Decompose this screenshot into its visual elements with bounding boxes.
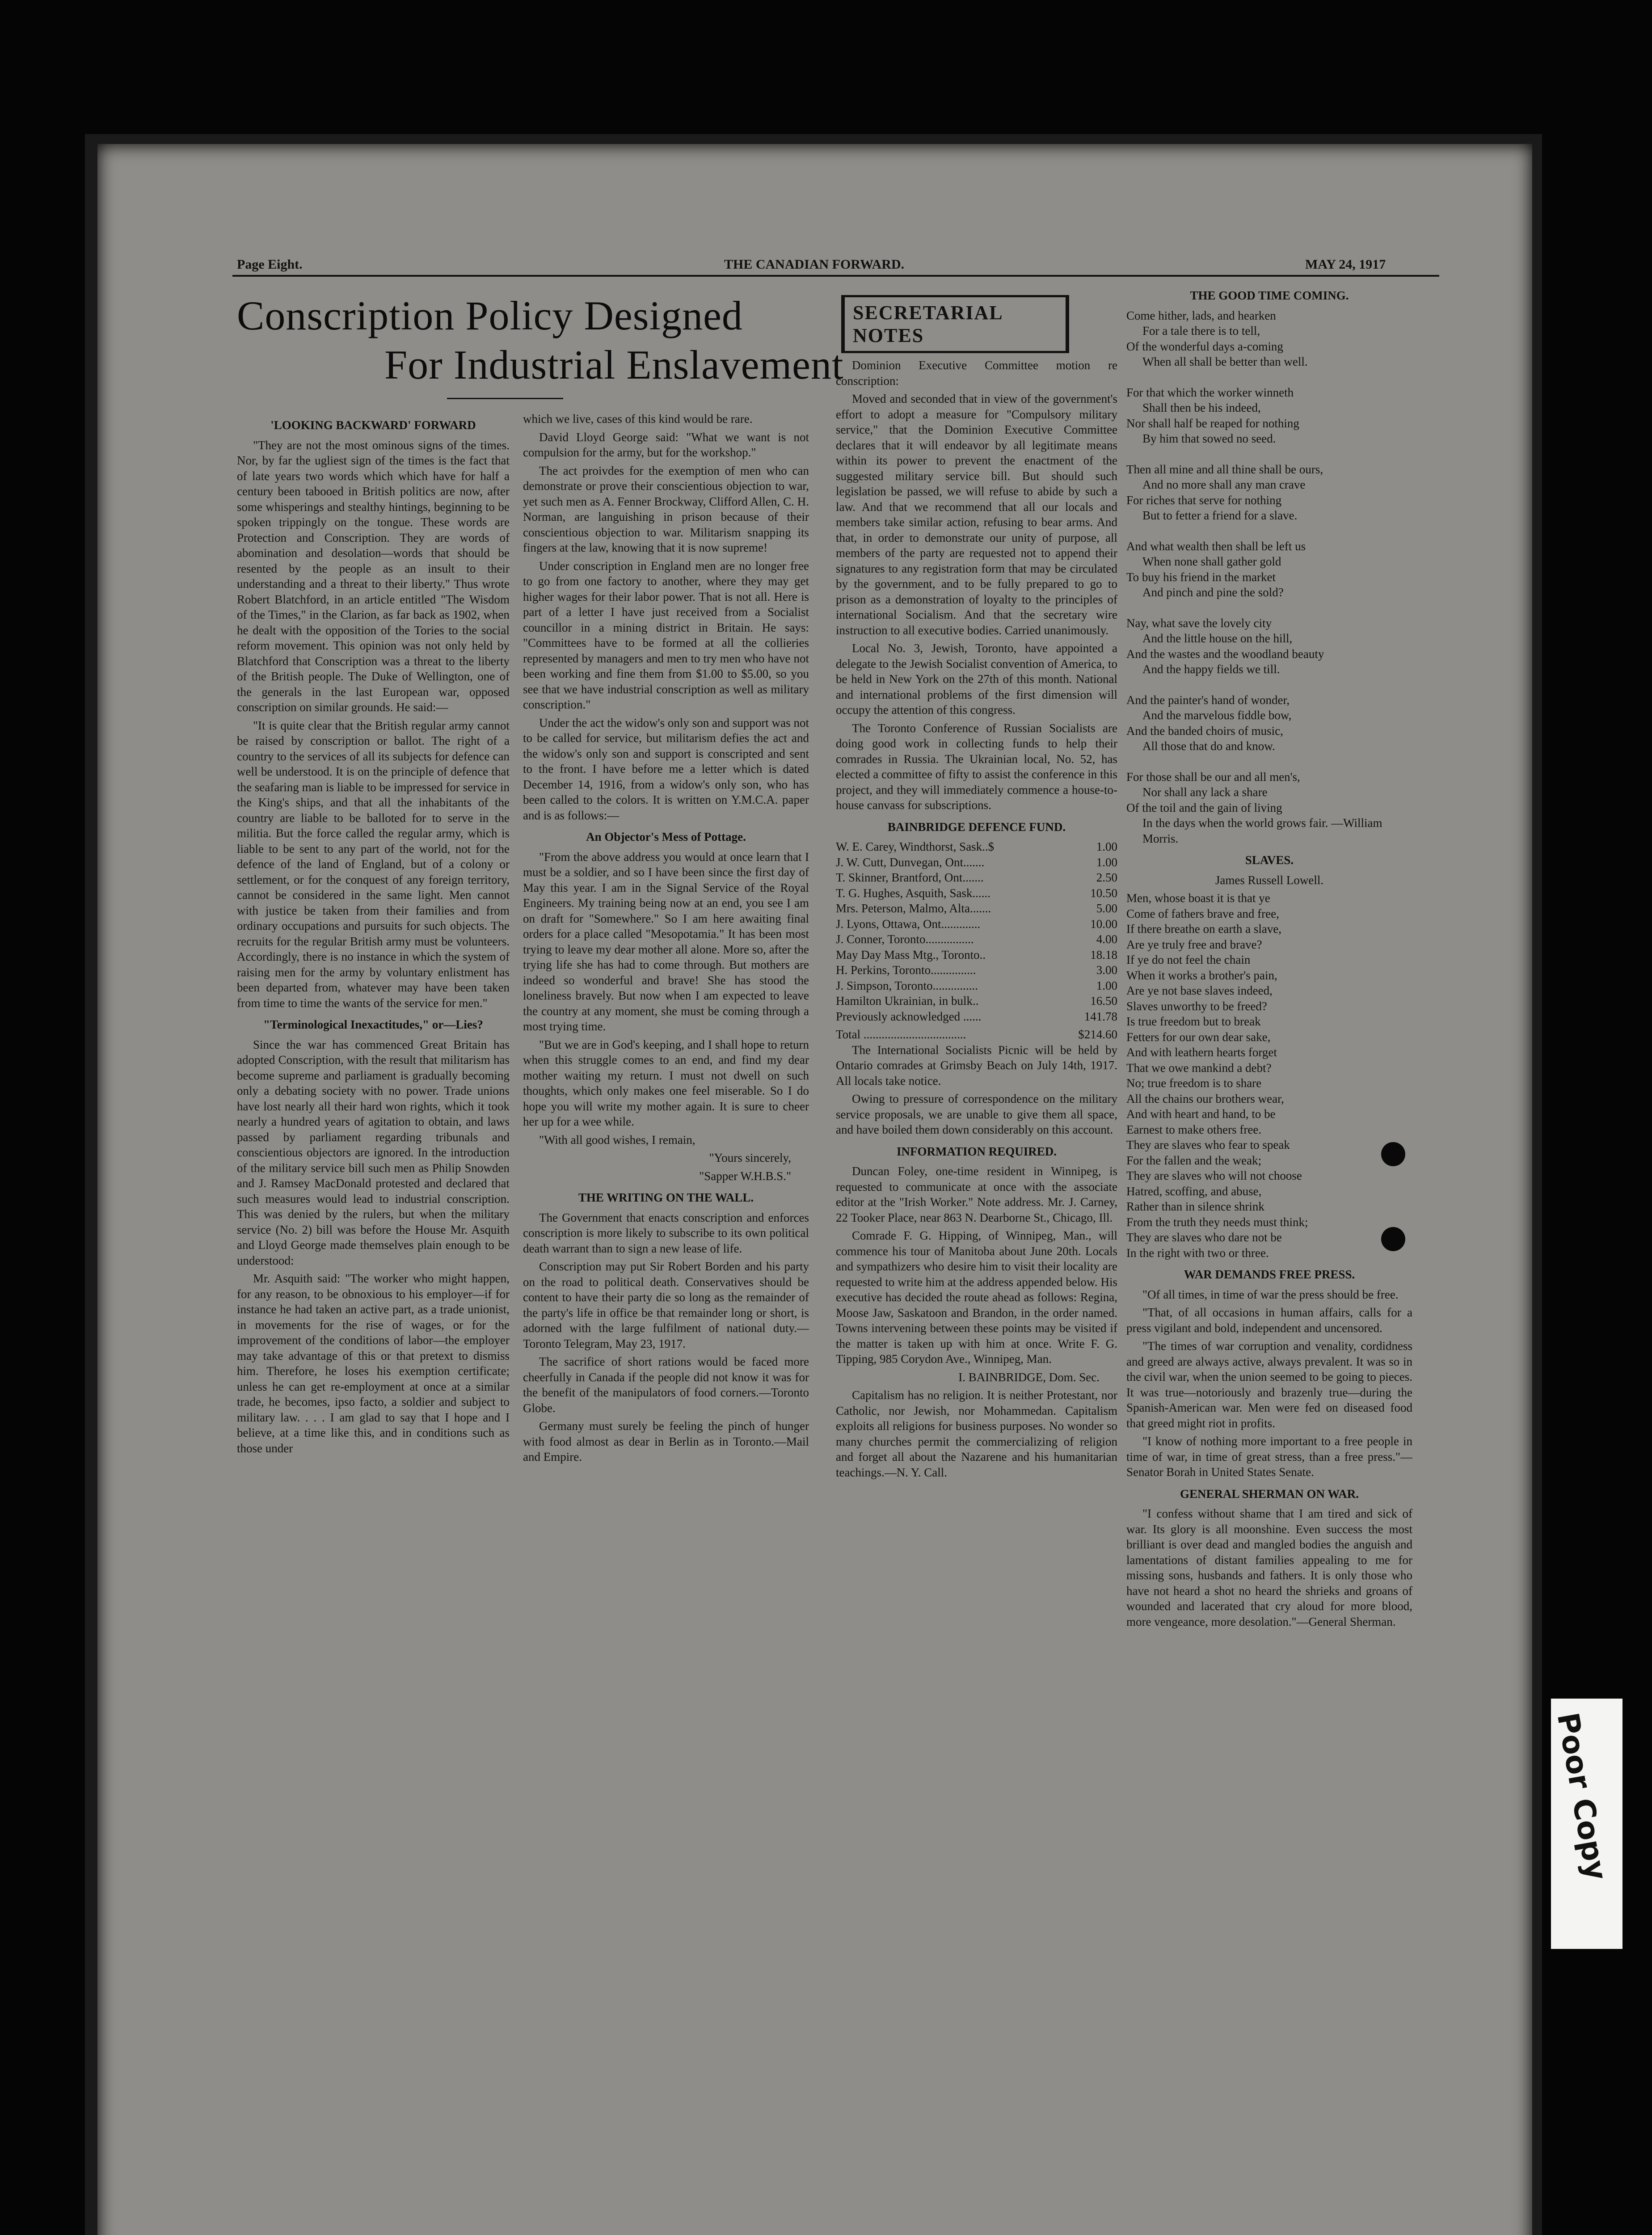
fund-row <box>836 886 1117 901</box>
poem-line: No; true freedom is to share <box>1126 1076 1262 1090</box>
poem-line: Nor shall any lack a share <box>1142 785 1268 799</box>
page-number: Page Eight. <box>237 257 303 272</box>
poem-line: In the days when the world grows fair. —William Morris. <box>1142 816 1382 845</box>
poem-line: They are slaves who will not choose <box>1126 1169 1302 1182</box>
sherman-para: "I confess without shame that I am tired and sick of war. Its glory is all moonshine. Even success the most brilliant is over dead and mangled bodies the anguish and lamentations of distant families appealing to me for missing sons, husbands and fathers. It is only those who have not heard a shot no heard the shrieks and groans of wounded and lacerated that cry aloud for more blood, more vengeance, more desolation."—General Sherman. <box>1126 1507 1412 1628</box>
fund-row <box>836 901 1117 916</box>
poem-line: If there breathe on earth a slave, <box>1126 922 1282 936</box>
fund-amount: 4.00 <box>1096 932 1117 946</box>
press-para: "I know of nothing more important to a free people in time of war, in time of great stress, than a free press."—Senator Borah in United States Senate. <box>1126 1434 1412 1479</box>
fund-donor: J. Conner, Toronto................ <box>836 932 974 946</box>
poem-line: All the chains our brothers wear, <box>1126 1092 1284 1105</box>
poem-line: They are slaves who fear to speak <box>1126 1138 1290 1151</box>
secretarial-para: Moved and seconded that in view of the government's effort to adopt a measure for "Compulsory military service," that the Dominion Executive Committee declares that it will endeavor by all legitimate means within its power to prevent the enactment of the suggested military service bill. But should such legislation be passed, we will refuse to abide by such a law. And that we recommend that all our locals and members take similar action, refusing to bear arms. And that, in order to demonstrate our unity of purpose, all members of the party are requested not to append their signatures to any registration form that may be circulated by the government, and to be fully prepared to go to prison as a demonstration of loyalty to the principles of international Socialism. And that the secretary wire instruction to all executive bodies. Carried unanimously. <box>836 392 1117 637</box>
poem-line: Hatred, scoffing, and abuse, <box>1126 1184 1262 1198</box>
poem-line <box>1126 677 1412 692</box>
paper-name: THE CANADIAN FORWARD. <box>724 257 905 272</box>
fund-donor: May Day Mass Mtg., Toronto.. <box>836 948 986 961</box>
lead-para: Under the act the widow's only son and support was not to be called for service, but militarism defies the act and the widow's only son and support is conscripted and sent to the front. I have before me a letter which is dated December 14, 1916, from a widow's only son, who has been called to the colors. It is written on Y.M.C.A. paper and is as follows:— <box>523 716 809 822</box>
poem-line <box>1126 370 1412 385</box>
lead-heading: 'LOOKING BACKWARD' FORWARD <box>270 418 476 432</box>
poem-line <box>1126 600 1412 616</box>
fund-total-label: Total .................................. <box>836 1028 966 1041</box>
wall-heading: THE WRITING ON THE WALL. <box>578 1191 754 1204</box>
poem-line <box>1126 523 1412 539</box>
poem-line: Fetters for our own dear sake, <box>1126 1030 1271 1044</box>
lead-para: The act proivdes for the exemption of men who can demonstrate or prove their conscientious objection to war, yet such men as A. Fenner Brockway, Clifford Allen, C. H. Norman, are languishing in prison because of their conscientious objection to war. Militarism snapping its fingers at the law, knowing that it is now supreme! <box>523 464 809 554</box>
capitalism-para: Capitalism has no religion. It is neither Protestant, nor Catholic, nor Jewish, nor Mohammedan. Capitalism exploits all religions for business purposes. No wonder so many churches permit the commercializing of religion and forget all about the Nazarene and his humanitarian teachings.—N. Y. Call. <box>836 1388 1117 1479</box>
secretarial-para: The Toronto Conference of Russian Socialists are doing good work in collecting funds to help their comrades in Russia. The Ukrainian local, No. 52, has elected a committee of fifty to assist the conference in this project, and they will immediately commence a house-to-house canvass for subscriptions. <box>836 721 1117 812</box>
poem-line: Men, whose boast it is that ye <box>1126 891 1270 905</box>
poem-line: Come hither, lads, and hearken <box>1126 308 1276 322</box>
poem-line: Then all mine and all thine shall be ours, <box>1126 462 1323 476</box>
secretarial-para: Owing to pressure of correspondence on the military service proposals, we are unable to give them all space, and have boiled them down considerably on this account. <box>836 1092 1117 1136</box>
secretarial-para: Comrade F. G. Hipping, of Winnipeg, Man., will commence his tour of Manitoba about June 20th. Locals and sympathizers who desire him to visit their locality are requested to write him at the address appended below. His executive has decided the route ahead as follows: Regina, Moose Jaw, Saskatoon and Brandon, in the order named. Towns intervening between these points may be visited if the matter is taken up with him at once. Write F. G. Tipping, 985 Corydon Ave., Winnipeg, Man. <box>836 1229 1117 1366</box>
poor-copy-text: Poor Copy <box>1550 1710 1614 1883</box>
fund-amount: 141.78 <box>1084 1009 1117 1023</box>
fund-donor: J. Lyons, Ottawa, Ont............. <box>836 917 981 931</box>
lead-para: "It is quite clear that the British regular army cannot be raised by conscription or ballot. The right of a country to the services of all its subjects for defence can well be understood. It is on the principle of defence that the seafaring man is liable to be impressed for service in the King's ships, and that all the inhabitants of the country are liable to be balloted for to serve in the militia. But the force called the regular army, which is liable to be sent to any part of the world, not for the defence of the land of England, but of a colony or settlement, or for the conquest of any foreign territory, cannot be considered in the same light. Men cannot with justice be taken from their families and from ordinary occupations and pursuits for such objects. The recruits for the regular British army must be volunteers. Accordingly, there is no instance in which the system of raising men for the army by voluntary enlistment has been departed from, whatever may have been taken from time to time the wants of the service for men." <box>237 718 510 1010</box>
poem-line: From the truth they needs must think; <box>1126 1215 1308 1229</box>
slaves-heading: SLAVES. <box>1245 853 1294 867</box>
poem-line: Nay, what save the lovely city <box>1126 616 1272 630</box>
poem-line: For those shall be our and all men's, <box>1126 770 1300 784</box>
fund-row <box>836 839 1117 855</box>
fund-row <box>836 962 1117 978</box>
poem-line: Is true freedom but to break <box>1126 1015 1261 1028</box>
press-para: "Of all times, in time of war the press should be free. <box>1142 1287 1399 1301</box>
fund-row <box>836 1009 1117 1025</box>
poem-line <box>1126 447 1412 462</box>
poem-line: They are slaves who dare not be <box>1126 1231 1282 1244</box>
poem-line: All those that do and know. <box>1142 739 1275 753</box>
fund-total-row <box>836 1027 1117 1042</box>
lead-para: Under conscription in England men are no longer free to go from one factory to another, where they may get higher wages for their labor power. That is not all. Here is part of a letter I have just received from a Socialist councillor in a mining district in Britain. He says: "Committees have to be formed at all the collieries represented by managers and men to try men who have not been working and fine them from $1.00 to $5.00, so you see that we have industrial conscription as well as military conscription." <box>523 559 809 711</box>
fund-donor: J. W. Cutt, Dunvegan, Ont....... <box>836 855 985 869</box>
secretarial-para: Dominion Executive Committee motion re conscription: <box>836 358 1117 388</box>
wall-para: The sacrifice of short rations would be faced more cheerfully in Canada if the people did not know it was for the benefit of the manipulators of food corners.—Toronto Globe. <box>523 1355 809 1415</box>
fund-amount: 18.18 <box>1090 948 1117 961</box>
fund-donor: J. Simpson, Toronto............... <box>836 978 978 992</box>
wall-para: Conscription may put Sir Robert Borden and his party on the road to political death. Conservatives should be content to have their party die so long as the remainder of the party's life in office be that remainder long or short, is adorned with the large fulfilment of national duty.—Toronto Telegram, May 23, 1917. <box>523 1260 809 1350</box>
lead-para: Mr. Asquith said: "The worker who might happen, for any reason, to be obnoxious to his employer—if for instance he had taken an active part, as a trade unionist, in movements for the rise of wages, or for the improvement of the conditions of labor—the employer may take advantage of this or that pretext to dismiss him. Therefore, he loses his exemption certificate; unless he can get re-employment at once at a similar trade, he becomes, ipso facto, a soldier and subject to military law. . . . I am glad to say that I hope and I believe, at a time like this, and in conditions such as those under <box>237 1272 510 1455</box>
press-heading: WAR DEMANDS FREE PRESS. <box>1184 1268 1355 1281</box>
secretarial-notes-title: SECRETARIAL NOTES <box>843 295 1067 353</box>
sherman-heading: GENERAL SHERMAN ON WAR. <box>1180 1487 1359 1501</box>
poem-line: Are ye not base slaves indeed, <box>1126 984 1273 997</box>
poem-line: Come of fathers brave and free, <box>1126 907 1279 920</box>
fund-total-amount: $214.60 <box>1078 1028 1117 1041</box>
poem-line: For riches that serve for nothing <box>1126 493 1282 507</box>
fund-donor: Previously acknowledged ...... <box>836 1009 982 1023</box>
lead-para: David Lloyd George said: "What we want is not compulsion for the army, but for the workshop." <box>523 430 809 459</box>
poem-line: For that which the worker winneth <box>1126 385 1294 399</box>
punch-hole <box>1381 1227 1405 1251</box>
letter-para: "With all good wishes, I remain, <box>539 1133 695 1147</box>
poem-line: Rather than in silence shrink <box>1126 1200 1264 1213</box>
poem-line: And the little house on the hill, <box>1142 632 1293 645</box>
secretarial-notes-box <box>841 295 1069 353</box>
poem-line: And the marvelous fiddle bow, <box>1142 708 1292 722</box>
poem-line: If ye do not feel the chain <box>1126 953 1251 966</box>
fund-donor: T. Skinner, Brantford, Ont....... <box>836 871 984 884</box>
poem-line: And the happy fields we till. <box>1142 662 1280 676</box>
fund-donor: Hamilton Ukrainian, in bulk.. <box>836 994 979 1008</box>
fund-amount: 1.00 <box>1096 840 1117 853</box>
right-column <box>1126 282 1412 2070</box>
press-para: "That, of all occasions in human affairs, calls for a press vigilant and bold, independent and uncensored. <box>1126 1306 1412 1335</box>
poem-line: And the painter's hand of wonder, <box>1126 693 1290 707</box>
poem-line: Shall then be his indeed, <box>1142 401 1261 414</box>
poem-line: Of the wonderful days a-coming <box>1126 339 1283 353</box>
secretarial-para: Duncan Foley, one-time resident in Winnipeg, is requested to communicate at once with the associate editor at the "Irish Worker." Note address. Mr. J. Carney, 22 Tooker Place, near 863 N. Dearborne St., Chicago, Ill. <box>836 1164 1117 1224</box>
slaves-poem <box>1126 890 1412 1261</box>
letter-signoff: "Yours sincerely, <box>709 1151 791 1164</box>
poem-line: And no more shall any man crave <box>1142 478 1306 491</box>
wall-para: The Government that enacts conscription and enforces conscription is more likely to subscribe to its own political death warrant than to sign a new lease of life. <box>523 1210 809 1255</box>
poem-line: Nor shall half be reaped for nothing <box>1126 416 1299 430</box>
poem-line: Of the toil and the gain of living <box>1126 801 1282 814</box>
poem-line: Earnest to make others free. <box>1126 1122 1262 1136</box>
fund-list <box>836 839 1117 1024</box>
poem-line: When none shall gather gold <box>1142 555 1281 568</box>
lead-column-1 <box>237 411 510 2065</box>
lead-column-2 <box>523 411 809 2065</box>
poem-line: And with heart and hand, to be <box>1126 1107 1276 1121</box>
poem-line: And the wastes and the woodland beauty <box>1126 647 1324 661</box>
lead-title-line1: Conscription Policy Designed <box>237 293 743 338</box>
fund-heading: BAINBRIDGE DEFENCE FUND. <box>887 820 1066 834</box>
poem-line: Slaves unworthy to be freed? <box>1126 999 1267 1013</box>
fund-donor: W. E. Carey, Windthorst, Sask..$ <box>836 840 995 853</box>
fund-amount: 1.00 <box>1096 855 1117 869</box>
info-heading: INFORMATION REQUIRED. <box>896 1144 1057 1158</box>
lead-subhead: An Objector's Mess of Pottage. <box>586 830 746 843</box>
slaves-author: James Russell Lowell. <box>1215 873 1324 887</box>
fund-donor: Mrs. Peterson, Malmo, Alta....... <box>836 902 991 915</box>
fund-row <box>836 932 1117 947</box>
wall-para: Germany must surely be feeling the pinch of hunger with food almost as dear in Berlin as in Toronto.—Mail and Empire. <box>523 1419 809 1463</box>
title-rule <box>447 398 563 399</box>
lead-para: "They are not the most ominous signs of the times. Nor, by far the ugliest sign of the times is the fact that of late years two words which which have for half a century been tabooed in British politics are now, after some whisperings and stealthy hintings, beginning to be spoken trippingly on the tongue. These words are Protection and Conscription. They are words of abomination and desolation—words that should be resented by the people as an insult to their understanding and a threat to their liberty." Thus wrote Robert Blatchford, in an article entitled "The Wisdom of the Times," in the Clarion, as far back as 1902, when he dealt with the opposition of the Tories to the social reform movement. This opinion was not only held by Blatchford that Conscription was a threat to the liberty of the British people. The Duke of Wellington, one of the generals in the last European war, opposed conscription on similar grounds. He said:— <box>237 438 510 714</box>
poem-line: In the right with two or three. <box>1126 1246 1269 1260</box>
poem-line: And pinch and pine the sold? <box>1142 586 1284 599</box>
poem-line: By him that sowed no seed. <box>1142 432 1276 445</box>
press-para: "The times of war corruption and venality, cordidness and greed are always active, always prevalent. It was so in the civil war, when the union seemed to be going to pieces. It was true—notoriously and brazenly true—during the Spanish-American war. Men were fed on diseased food that greed might riot in profits. <box>1126 1339 1412 1430</box>
secretary-signature: I. BAINBRIDGE, Dom. Sec. <box>958 1370 1100 1384</box>
fund-row <box>836 855 1117 870</box>
header-rule <box>232 275 1439 277</box>
poem-line: When it works a brother's pain, <box>1126 968 1277 982</box>
poem-line: Are ye truly free and brave? <box>1126 937 1262 951</box>
letter-signature: "Sapper W.H.B.S." <box>699 1169 791 1183</box>
letter-para: "From the above address you would at once learn that I must be a soldier, and so I have been since the first day of May this year. I am in the Signal Service of the Royal Engineers. My training being now at an end, you see I am on draft for "Somewhere." So I am here awaiting final orders for a place called "Mesopotamia." It has been most trying to leave my dear mother all alone. More so, after the trying life she has had to come through. But mothers are indeed so wonderful and brave! She has stood the loneliness bravely. But now when I am expected to leave the country at any moment, she must be coming through a most trying time. <box>523 850 809 1033</box>
fund-amount: 10.50 <box>1090 886 1117 900</box>
fund-amount: 16.50 <box>1090 994 1117 1008</box>
fund-donor: H. Perkins, Toronto............... <box>836 963 976 977</box>
lead-title-line2: For Industrial Enslavement <box>384 342 844 388</box>
letter-para: "But we are in God's keeping, and I shall hope to return when this struggle comes to an end, and find my dear mother waiting my return. I must not dwell on such thoughts, which only makes one feel miserable. So I do hope you will write my mother again. It is sure to cheer her up for a wee while. <box>523 1037 809 1128</box>
poem-line: And with leathern hearts forget <box>1126 1046 1277 1059</box>
fund-row <box>836 916 1117 932</box>
good-time-poem <box>1126 308 1412 847</box>
fund-amount: 5.00 <box>1096 902 1117 915</box>
punch-hole <box>1381 1142 1405 1166</box>
fund-amount: 3.00 <box>1096 963 1117 977</box>
poem-line: But to fetter a friend for a slave. <box>1142 509 1298 522</box>
fund-amount: 10.00 <box>1090 917 1117 931</box>
fund-amount: 2.50 <box>1096 871 1117 884</box>
good-time-heading: THE GOOD TIME COMING. <box>1190 289 1349 302</box>
poem-line: When all shall be better than well. <box>1142 355 1308 368</box>
poem-line: That we owe mankind a debt? <box>1126 1061 1272 1075</box>
fund-amount: 1.00 <box>1096 978 1117 992</box>
poem-line: For the fallen and the weak; <box>1126 1153 1262 1167</box>
fund-row <box>836 978 1117 994</box>
fund-donor: T. G. Hughes, Asquith, Sask...... <box>836 886 991 900</box>
fund-row <box>836 870 1117 886</box>
poor-copy-stamp <box>1551 1699 1622 1949</box>
lead-para: which we live, cases of this kind would be rare. <box>523 412 753 426</box>
secretarial-para: Local No. 3, Jewish, Toronto, have appointed a delegate to the Jewish Socialist convention of America, to be held in New York on the 27th of this month. National and international problems of the first dimension will occupy the attention of this congress. <box>836 641 1117 717</box>
poem-line <box>1126 754 1412 769</box>
poem-line: For a tale there is to tell, <box>1142 324 1260 337</box>
lead-subhead: "Terminological Inexactitudes," or—Lies? <box>263 1018 483 1031</box>
fund-row <box>836 993 1117 1009</box>
poem-line: And the banded choirs of music, <box>1126 724 1283 738</box>
lead-para: Since the war has commenced Great Britain has adopted Conscription, with the result that militarism has become supreme and parliament is gradually becoming only a debating society with no power. Trade unions have lost nearly all their hard won rights, which it took nearly a hundred years of agitation to obtain, and laws passed by parliament regarding tribunals and conscientious objectors are ignored. In the introduction of the military service bill such men as Philip Snowden and J. Ramsey MacDonald protested and declared that such measures would lead to industrial conscription. This was denied by the rulers, but when the military service (No. 2) bill was before the House Mr. Asquith and Lloyd George made themselves plain enough to be understood: <box>237 1037 510 1267</box>
issue-date: MAY 24, 1917 <box>1305 257 1386 272</box>
secretarial-column <box>836 358 1117 2074</box>
poem-line: To buy his friend in the market <box>1126 570 1276 584</box>
poem-line: And what wealth then shall be left us <box>1126 539 1306 553</box>
secretarial-para: The International Socialists Picnic will be held by Ontario comrades at Grimsby Beach on July 14th, 1917. All locals take notice. <box>836 1043 1117 1088</box>
fund-row <box>836 947 1117 963</box>
